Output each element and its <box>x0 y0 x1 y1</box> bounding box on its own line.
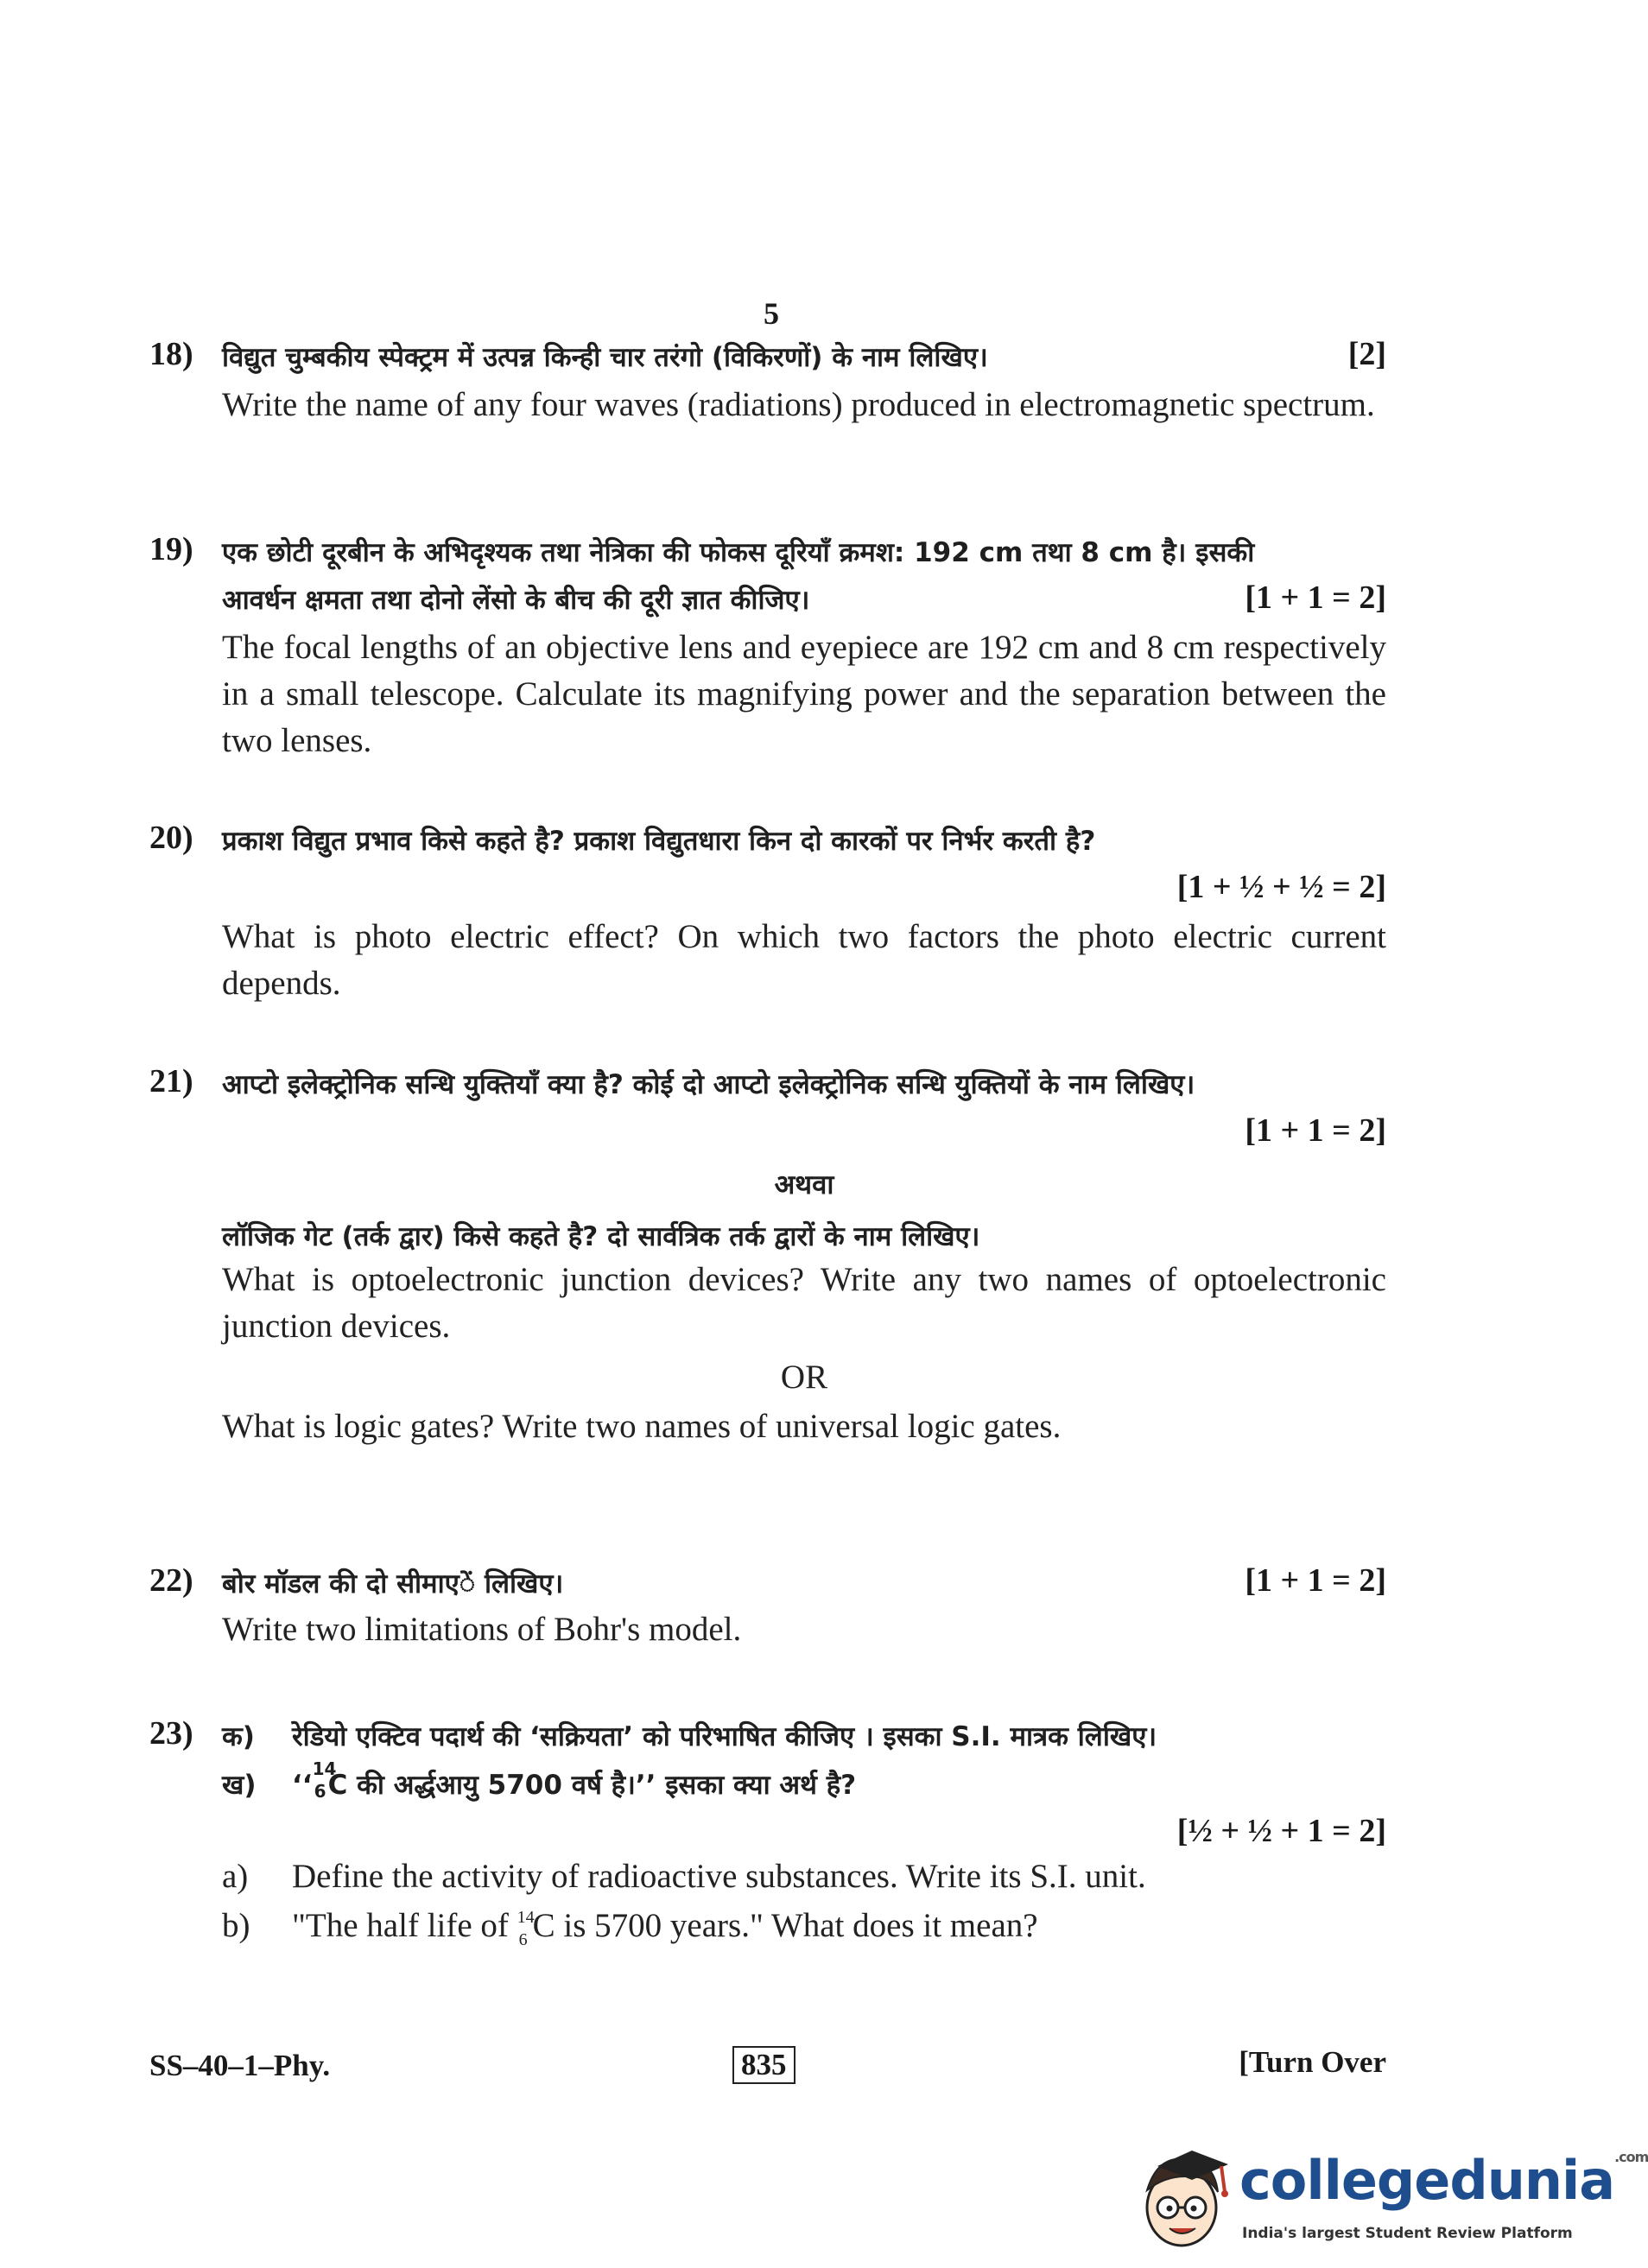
sub-label-hindi-b: ख) <box>222 1770 257 1801</box>
question-marks: [1 + 1 = 2] <box>1245 1112 1386 1149</box>
question-hindi-text: आप्टो इलेक्ट्रोनिक सन्धि युक्तियाँ क्या है? कोई दो आप्टो इलेक्ट्रोनिक सन्धि युक्तियों के नाम लिखिए। <box>222 1069 1195 1100</box>
question-number: 21) <box>149 1063 193 1099</box>
question-english-a: Define the activity of radioactive substances. Write its S.I. unit. <box>292 1858 1146 1895</box>
carbon-isotope-notation: 14 6 <box>312 1758 337 1802</box>
question-hindi-text-line2: आवर्धन क्षमता तथा दोनो लेंसो के बीच की दूरी ज्ञात कीजिए। <box>222 585 810 616</box>
brand-name: collegedunia$^{.com}$ <box>1239 2149 1648 2212</box>
question-hindi-b: ‘‘ 14 6 C की अर्द्धआयु 5700 वर्ष है।’’ इसका क्या अर्थ है? <box>292 1758 857 1802</box>
question-english-text: What is optoelectronic junction devices? Write any two names of optoelectronic junction devices. <box>222 1261 1386 1345</box>
question-hindi-a: रेडियो एक्टिव पदार्थ की ‘सक्रियता’ को परिभाषित कीजिए । इसका S.I. मात्रक लिखिए। <box>292 1721 1157 1752</box>
page-number: 5 <box>764 296 779 331</box>
sub-label-english-b: b) <box>222 1907 250 1944</box>
question-marks: [1 + 1 = 2] <box>1245 580 1386 616</box>
question-english-text: What is photo electric effect? On which two factors the photo electric current depends. <box>222 918 1386 1002</box>
question-number: 22) <box>149 1562 193 1599</box>
question-hindi-text: बोर मॉडल की दो सीमाएें लिखिए। <box>222 1568 564 1600</box>
question-hindi-alt-text: लॉजिक गेट (तर्क द्वार) किसे कहते है? दो सार्वत्रिक तर्क द्वारों के नाम लिखिए। <box>222 1221 980 1252</box>
or-english: OR <box>780 1359 828 1396</box>
sub-label-hindi-a: क) <box>222 1721 255 1752</box>
question-english-b: "The half life of 14 6 C is 5700 years." What does it mean? <box>292 1903 1386 1949</box>
question-marks: [½ + ½ + 1 = 2] <box>1176 1813 1386 1849</box>
question-english-alt-text: What is logic gates? Write two names of universal logic gates. <box>222 1408 1062 1445</box>
turn-over: [Turn Over <box>1239 2045 1386 2079</box>
sub-label-english-a: a) <box>222 1858 249 1895</box>
brand-tagline: India's largest Student Review Platform <box>1242 2225 1573 2242</box>
paper-code: SS–40–1–Phy. <box>149 2049 331 2082</box>
question-marks: [1 + 1 = 2] <box>1245 1562 1386 1599</box>
question-hindi-text: विद्युत चुम्बकीय स्पेक्ट्रम में उत्पन्न किन्ही चार तरंगो (विकिरणों) के नाम लिखिए। <box>222 342 988 373</box>
page-code-box: 835 <box>732 2046 795 2084</box>
question-english-text: The focal lengths of an objective lens and eyepiece are 192 cm and 8 cm respectively in a small telescope. Calculate its magnifying power and the separation between the two lenses. <box>222 629 1386 759</box>
question-number: 18) <box>149 336 193 372</box>
question-marks: [2] <box>1347 336 1386 372</box>
or-hindi: अथवा <box>774 1169 834 1201</box>
question-hindi-text: प्रकाश विद्युत प्रभाव किसे कहते है? प्रकाश विद्युतधारा किन दो कारकों पर निर्भर करती है? <box>222 826 1096 857</box>
carbon-isotope-notation: 14 6 <box>517 1908 535 1949</box>
question-marks: [1 + ½ + ½ = 2] <box>1176 869 1386 905</box>
question-hindi-text: एक छोटी दूरबीन के अभिदृश्यक तथा नेत्रिका की फोकस दूरियाँ क्रमश: 192 cm तथा 8 cm है। इसकी <box>222 537 1255 568</box>
collegedunia-watermark <box>1131 2140 1648 2261</box>
question-number: 20) <box>149 820 193 856</box>
question-number: 19) <box>149 531 193 567</box>
question-english-text: Write the name of any four waves (radiations) produced in electromagnetic spectrum. <box>222 386 1375 423</box>
question-number: 23) <box>149 1715 193 1752</box>
question-english-text: Write two limitations of Bohr's model. <box>222 1611 742 1648</box>
student-mascot-icon <box>1131 2140 1235 2261</box>
